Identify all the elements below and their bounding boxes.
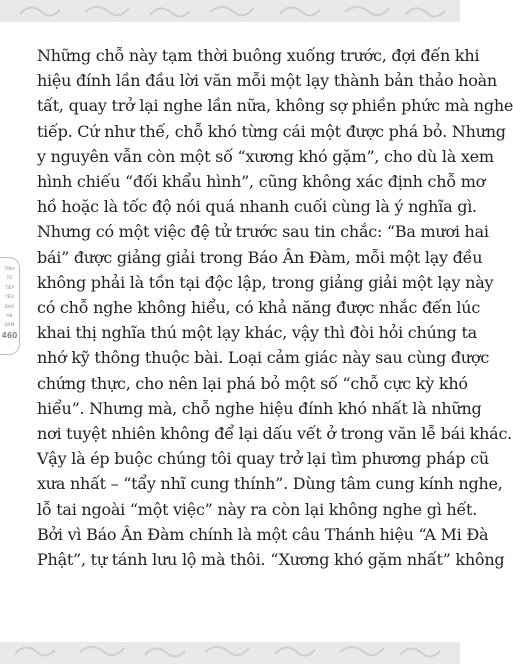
text-line: bái” được giảng giải trong Báo Ân Đàm, mỗi một lạy đều [37,247,483,267]
text-line: không phải là tồn tại độc lập, trong giảng giải một lạy này [37,272,494,292]
bottom-ornament-band [0,642,460,664]
text-line: tất, quay trở lại nghe lần nữa, không sợ phiền phức mà nghe [37,96,513,116]
text-line: hình chiếu “đối khẩu hình”, cũng không xác định chỗ mơ [37,172,485,192]
text-line: y nguyên vẫn còn một số “xương khó gặm”, cho dù là xem [37,146,494,166]
body-text [37,43,513,572]
top-cloud-ornament [0,0,460,22]
text-line: chứng thực, cho nên lại phá bỏ một số “chỗ cực kỳ khó [37,373,468,393]
text-line: Nhưng có một việc đệ tử trước sau tin chắc: “Ba mươi hai [37,222,489,242]
text-line: khai thị nghĩa thú một lạy khác, vậy thì đòi hỏi chúng ta [37,323,477,343]
text-line: hồ hoặc là tốc độ nói quá nhanh cuối cùng là ý nghĩa gì. [37,197,477,217]
text-line: tiếp. Cứ như thế, chỗ khó từng cái một được phá bỏ. Nhưng [37,121,506,141]
text-line: Những chỗ này tạm thời buông xuống trước, đợi đến khi [37,46,480,65]
bottom-cloud-ornament [0,642,460,664]
side-tab-word: TINH [4,266,15,271]
text-line: hiệu đính lần đầu lời văn mỗi một lạy thành bản thảo hoàn [37,71,497,91]
text-line: Bởi vì Báo Ân Đàm chính là một câu Thánh hiệu “A Mi Đà [37,524,489,544]
text-line: có chỗ nghe không hiểu, có khả năng được nhắc đến lúc [37,298,481,318]
text-line: nơi tuyệt nhiên không để lại dấu vết ở trong văn lễ bái khác. [37,424,513,444]
side-tab-word: BAO [4,303,15,309]
side-tab-word: DAM [4,322,15,328]
text-line: Vậy là ép buộc chúng tôi quay trở lại tìm phương pháp cũ [37,449,489,469]
text-line: hiểu”. Nhưng mà, chỗ nghe hiệu đính khó nhất là những [37,398,482,418]
side-tab-word: YEU [5,294,14,300]
text-line: nhớ kỹ thông thuộc bài. Loại cảm giác này sau cùng được [37,348,490,368]
text-line: xưa nhất – “tẩy nhĩ cung thính”. Dùng tâm cung kính nghe, [37,474,503,494]
text-line: lỗ tai ngoài “một việc” này ra còn lại không nghe gì hết. [37,499,478,519]
side-page-tab [0,257,20,355]
top-ornament-band [0,0,460,22]
text-line: Phật”, tự tánh lưu lộ mà thôi. “Xương khó gặm nhất” không [37,550,505,570]
page-number: 460 [1,330,18,340]
side-tab-word: AN [6,313,13,319]
side-tab-word: TIEP [4,284,15,290]
side-tab-word: TU [6,275,13,281]
